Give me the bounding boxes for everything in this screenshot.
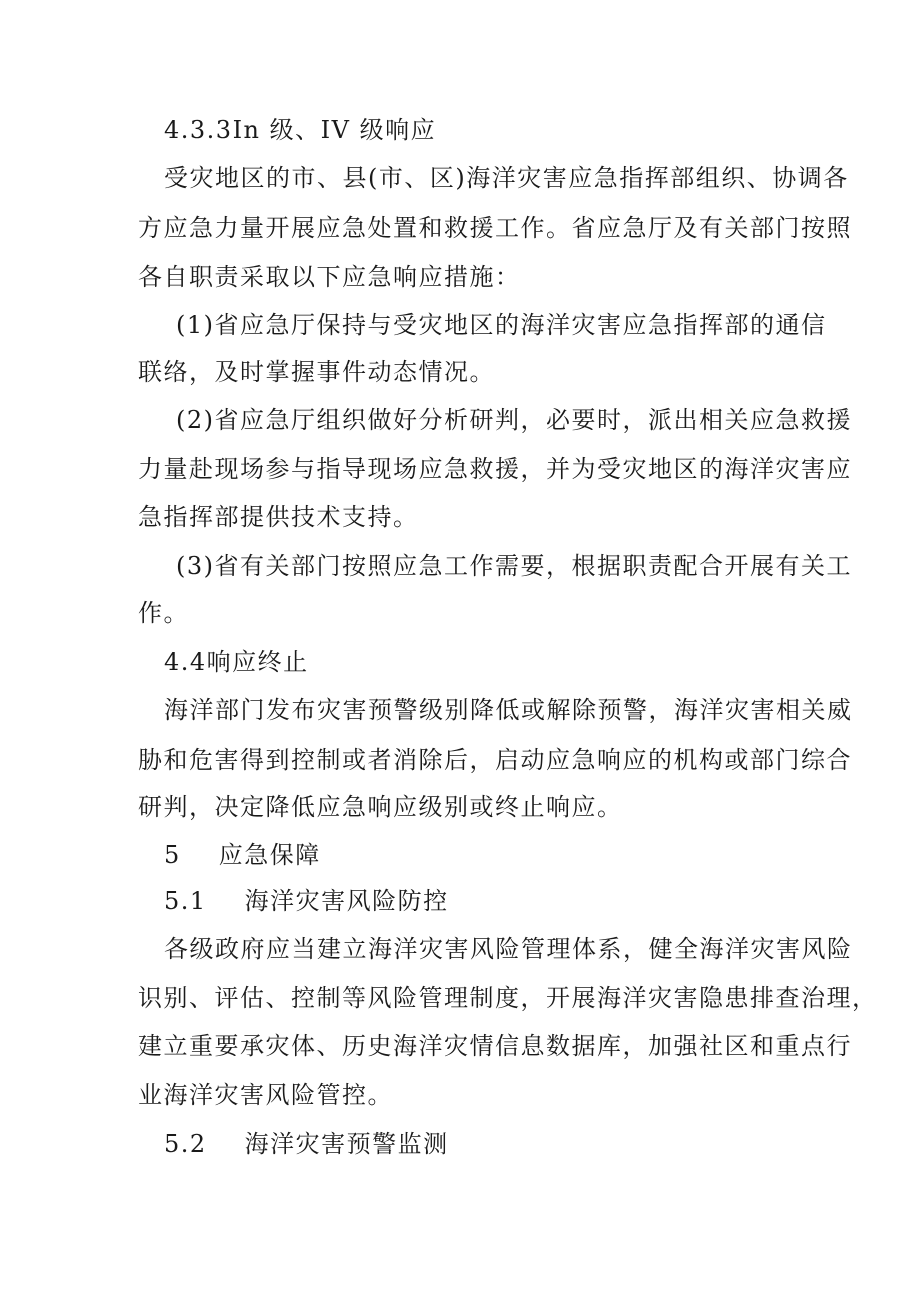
paragraph-line: 识别、评估、控制等风险管理制度，开展海洋灾害隐患排查治理， bbox=[138, 984, 878, 1012]
heading-5-1 bbox=[0, 886, 920, 916]
paragraph-line: 各自职责采取以下应急响应措施： bbox=[138, 263, 521, 291]
section-title: 应急保障 bbox=[218, 841, 321, 869]
list-item-2-cont: 力量赴现场参与指导现场应急救援，并为受灾地区的海洋灾害应 bbox=[138, 455, 852, 483]
heading-5-2 bbox=[0, 1129, 920, 1159]
paragraph-line: 海洋部门发布灾害预警级别降低或解除预警，海洋灾害相关威 bbox=[164, 696, 853, 724]
paragraph-line: 建立重要承灾体、历史海洋灾情信息数据库，加强社区和重点行 bbox=[138, 1032, 852, 1060]
paragraph-line: 方应急力量开展应急处置和救援工作。省应急厅及有关部门按照 bbox=[138, 214, 852, 242]
list-item-1-cont: 联络，及时掌握事件动态情况。 bbox=[138, 358, 495, 386]
section-title: 海洋灾害风险防控 bbox=[244, 887, 449, 915]
list-item-3-cont: 作。 bbox=[138, 599, 189, 627]
section-number: 5.2 bbox=[164, 1130, 207, 1158]
list-item-1: (1)省应急厅保持与受灾地区的海洋灾害应急指挥部的通信 bbox=[176, 311, 827, 339]
section-number: 5 bbox=[164, 841, 181, 869]
heading-4-3-3: 4.3.3In 级、IV 级响应 bbox=[164, 116, 437, 144]
heading-4-4: 4.4响应终止 bbox=[164, 648, 309, 676]
paragraph-line: 各级政府应当建立海洋灾害风险管理体系，健全海洋灾害风险 bbox=[164, 935, 853, 963]
paragraph-line: 胁和危害得到控制或者消除后，启动应急响应的机构或部门综合 bbox=[138, 746, 852, 774]
list-item-3: (3)省有关部门按照应急工作需要，根据职责配合开展有关工 bbox=[176, 552, 852, 580]
heading-5 bbox=[0, 840, 920, 870]
section-number: 5.1 bbox=[164, 887, 207, 915]
list-item-2-cont: 急指挥部提供技术支持。 bbox=[138, 503, 419, 531]
paragraph-line: 业海洋灾害风险管控。 bbox=[138, 1081, 393, 1109]
paragraph-line: 受灾地区的市、县(市、区)海洋灾害应急指挥部组织、协调各 bbox=[164, 164, 849, 192]
paragraph-line: 研判，决定降低应急响应级别或终止响应。 bbox=[138, 793, 623, 821]
list-item-2: (2)省应急厅组织做好分析研判，必要时，派出相关应急救援 bbox=[176, 406, 852, 434]
section-title: 海洋灾害预警监测 bbox=[244, 1130, 449, 1158]
